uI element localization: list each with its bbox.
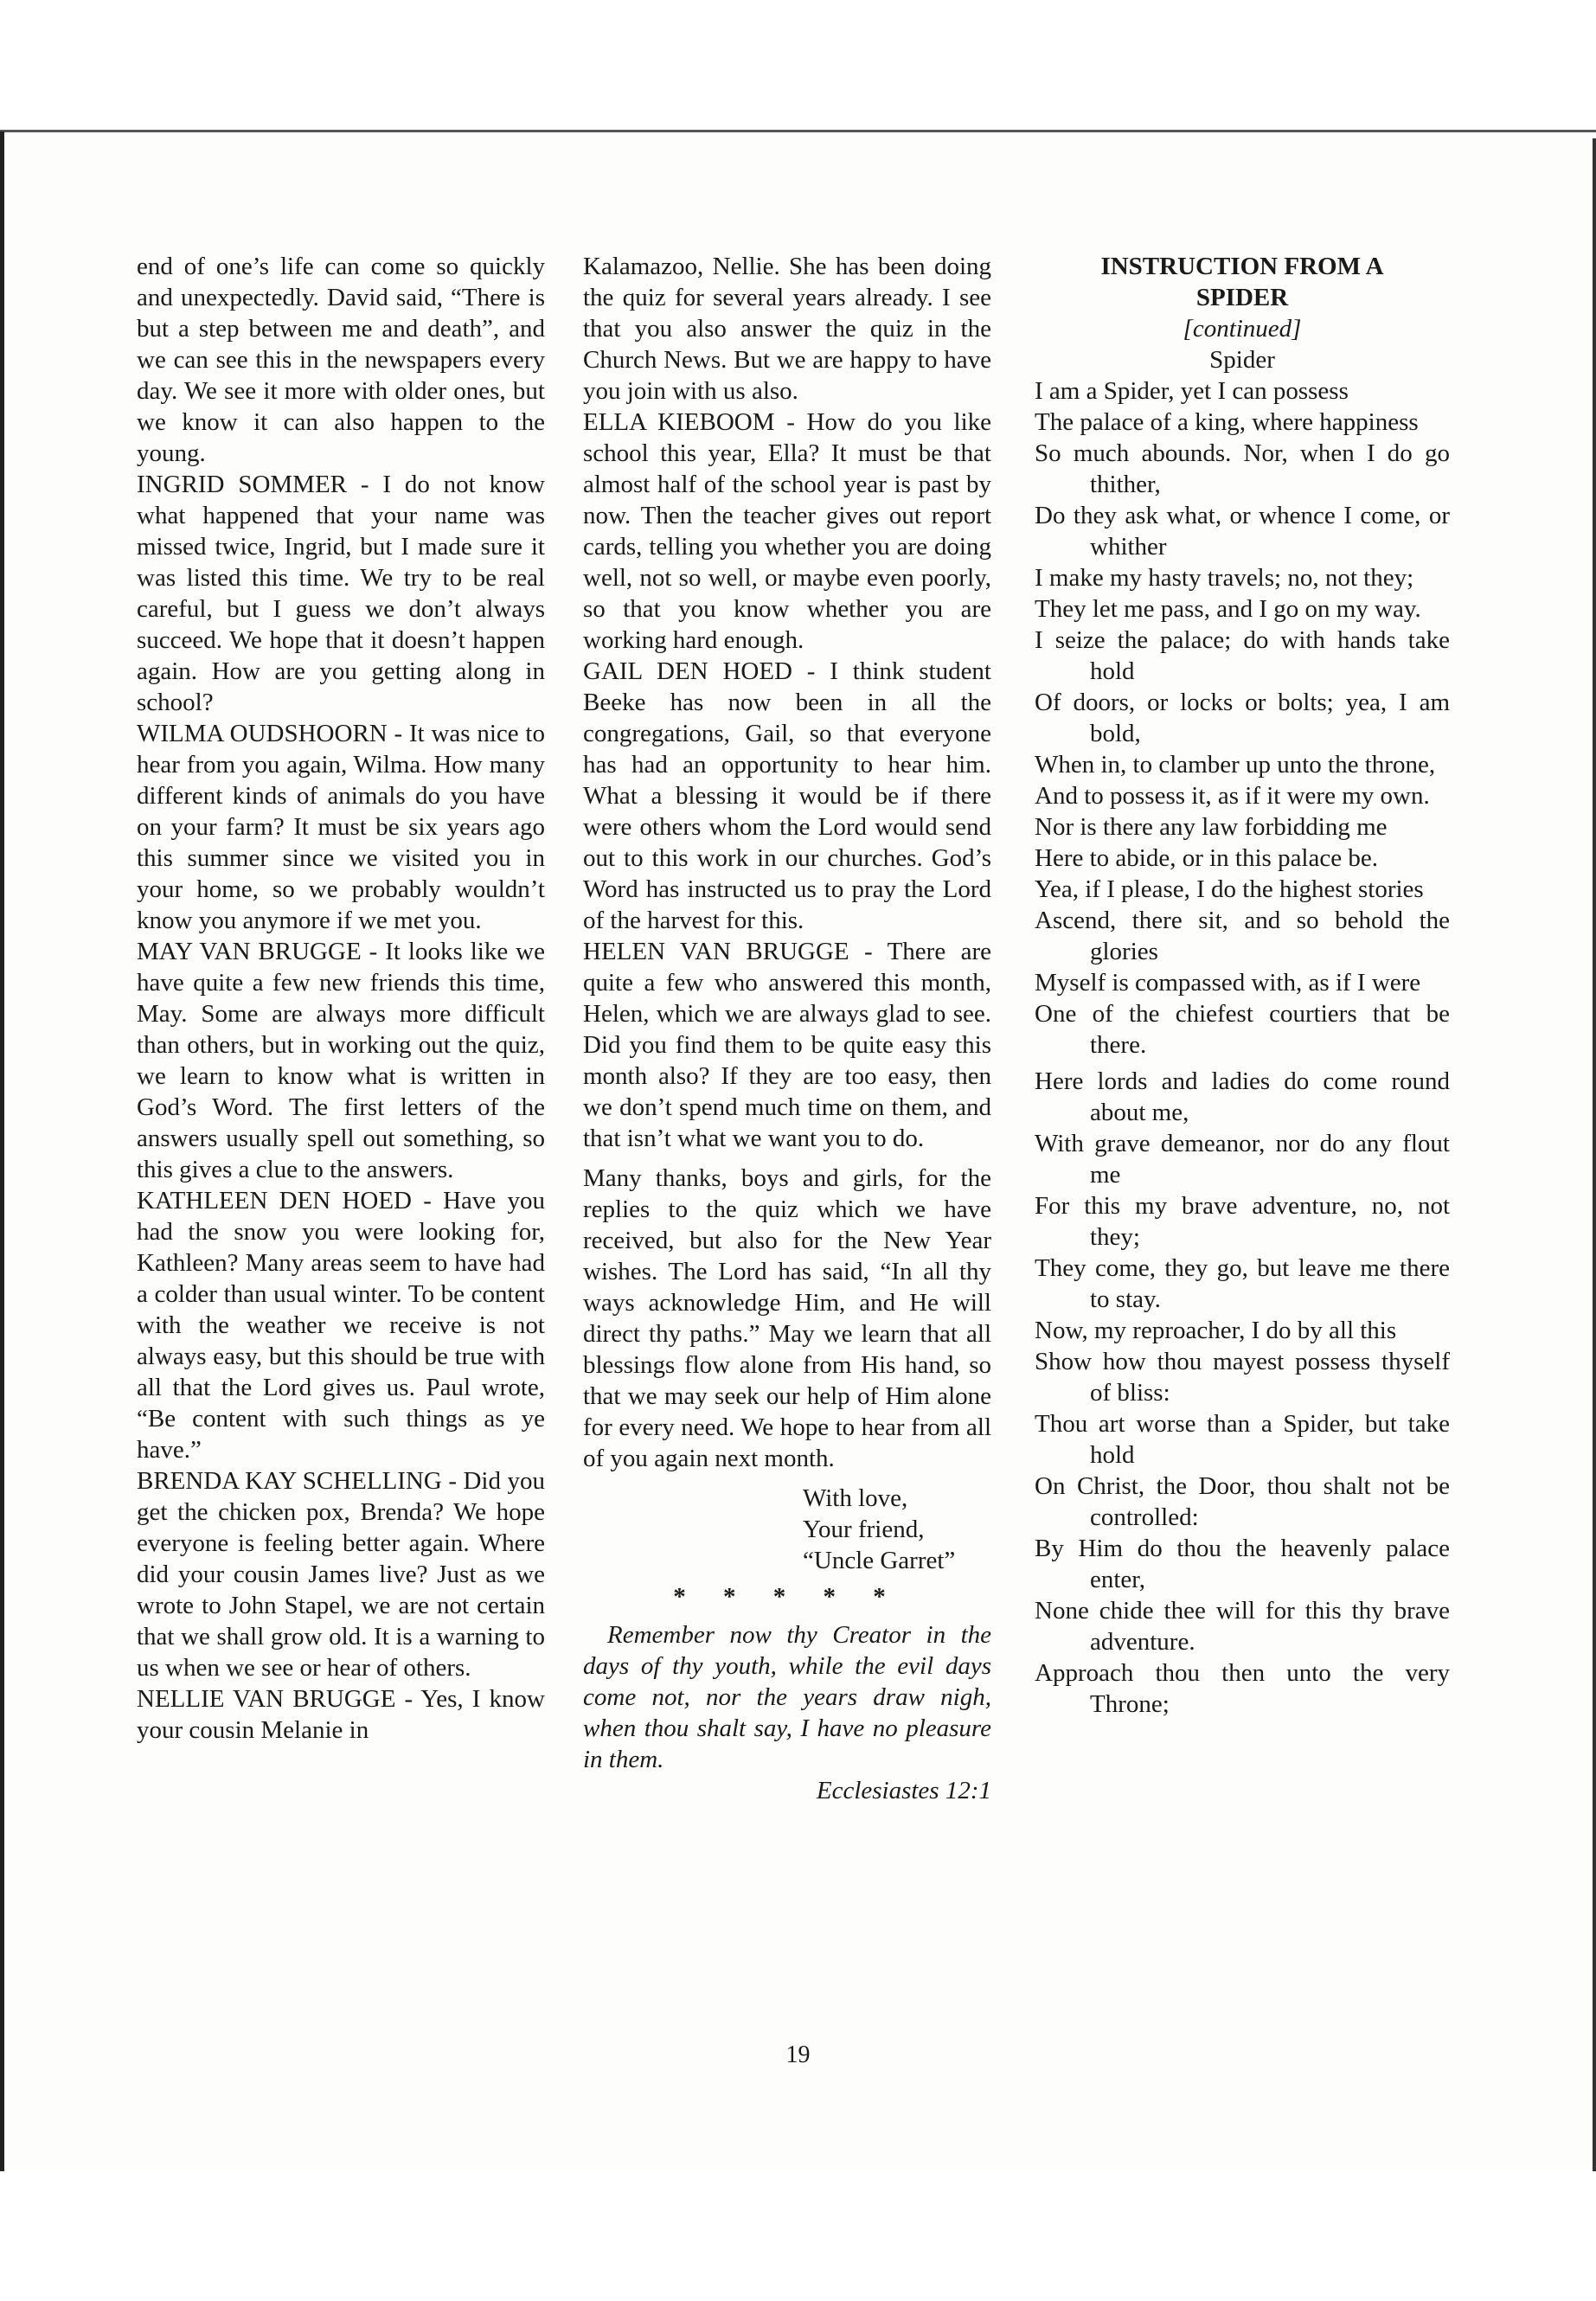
paragraph: INGRID SOMMER - I do not know what happened that your name was missed twice, Ingrid, but I made sure it was listed this time. We try to be real careful, but I guess we don’t always succeed. We hope that it doesn’t happen again. How are you getting along in school? (137, 471, 545, 716)
scripture-verse: Remember now thy Creator in the days of thy youth, while the evil days come not, nor the years draw nigh, when thou shalt say, I have no pleasure in them. (583, 1621, 991, 1773)
signoff-line: “Uncle Garret” (803, 1547, 956, 1574)
poem-line: The palace of a king, where happiness (1035, 408, 1419, 436)
poem-line: They come, they go, but leave me there to stay. (1035, 1254, 1450, 1313)
page-edge-top (0, 130, 1596, 132)
column-2 (583, 251, 991, 1806)
paragraph: Kalamazoo, Nellie. She has been doing the quiz for several years already. I see that you also answer the quiz in the Church News. But we are happy to have you join with us also. (583, 253, 991, 405)
poem-line: Of doors, or locks or bolts; yea, I am bold, (1035, 689, 1450, 747)
column-3 (1035, 251, 1450, 1720)
paragraph: KATHLEEN DEN HOED - Have you had the snow you were looking for, Kathleen? Many areas seem to have had a colder than usual winter. To be content with the weather we receive is not always easy, but this should be true with all that the Lord gives us. Paul wrote, “Be content with such things as ye have.” (137, 1187, 545, 1464)
paragraph: HELEN VAN BRUGGE - There are quite a few who answered this month, Helen, which we are always glad to see. Did you find them to be quite easy this month also? If they are too easy, then we don’t spend much time on them, and that isn’t what we want you to do. (583, 938, 991, 1152)
poem-line: I am a Spider, yet I can possess (1035, 377, 1349, 405)
poem-line: They let me pass, and I go on my way. (1035, 595, 1421, 623)
paragraph: MAY VAN BRUGGE - It looks like we have quite a few new friends this time, May. Some are always more difficult than others, but in working out the quiz, we learn to know what is written in God’s Word. The first letters of the answers usually spell out something, so this gives a clue to the answers. (137, 938, 545, 1183)
poem-line: Show how thou mayest possess thyself of bliss: (1035, 1348, 1450, 1407)
separator-stars: * * * * * (673, 1583, 901, 1611)
poem-line: Approach thou then unto the very Throne; (1035, 1659, 1450, 1718)
closing-paragraph: Many thanks, boys and girls, for the replies to the quiz which we have received, but also for the New Year wishes. The Lord has said, “In all thy ways acknowledge Him, and He will direct thy paths.” May we learn that all blessings flow alone from His hand, so that we may seek our help of Him alone for every need. We hope to hear from all of you again next month. (583, 1164, 991, 1472)
poem-line: Do they ask what, or whence I come, or whither (1035, 502, 1450, 561)
poem-line: Yea, if I please, I do the highest stories (1035, 875, 1424, 903)
poem-line: Thou art worse than a Spider, but take hold (1035, 1410, 1450, 1469)
poem-line: One of the chiefest courtiers that be there. (1035, 1000, 1450, 1059)
column-1 (137, 251, 545, 1746)
page-edge-left (0, 131, 4, 2171)
poem-line: So much abounds. Nor, when I do go thither, (1035, 439, 1450, 498)
poem-line: With grave demeanor, nor do any flout me (1035, 1130, 1450, 1189)
scripture-reference: Ecclesiastes 12:1 (816, 1777, 991, 1804)
poem-line: Nor is there any law forbidding me (1035, 813, 1388, 841)
poem-title-line: SPIDER (1195, 284, 1289, 311)
paragraph: BRENDA KAY SCHELLING - Did you get the chicken pox, Brenda? We hope everyone is feeling better again. Where did your cousin James live? Just as we wrote to John Stapel, we are not certain that we shall grow old. It is a warning to us when we see or hear of others. (137, 1467, 545, 1682)
signoff-line: With love, (803, 1484, 908, 1512)
poem-line: Here lords and ladies do come round about me, (1035, 1067, 1450, 1126)
poem-line: When in, to clamber up unto the throne, (1035, 751, 1436, 779)
poem-line: Ascend, there sit, and so behold the glories (1035, 907, 1450, 965)
poem-line: Now, my reproacher, I do by all this (1035, 1317, 1397, 1344)
poem-line: I make my hasty travels; no, not they; (1035, 564, 1414, 592)
poem-line: And to possess it, as if it were my own. (1035, 782, 1430, 810)
poem-subtitle: Spider (1209, 346, 1275, 374)
signoff (583, 1483, 991, 1576)
signoff-line: Your friend, (803, 1516, 925, 1543)
poem-line: By Him do thou the heavenly palace enter, (1035, 1535, 1450, 1593)
paragraph: NELLIE VAN BRUGGE - Yes, I know your cousin Melanie in (137, 1685, 545, 1744)
paragraph: end of one’s life can come so quickly and unexpectedly. David said, “There is but a step between me and death”, and we can see this in the newspapers every day. We see it more with older ones, but we know it can also happen to the young. (137, 253, 545, 467)
paragraph: WILMA OUDSHOORN - It was nice to hear from you again, Wilma. How many different kinds of animals do you have on your farm? It must be six years ago this summer since we visited you in your home, so we probably wouldn’t know you anymore if we met you. (137, 720, 545, 934)
poem-line: I seize the palace; do with hands take hold (1035, 626, 1450, 685)
poem-line: Here to abide, or in this palace be. (1035, 844, 1378, 872)
paragraph: ELLA KIEBOOM - How do you like school this year, Ella? It must be that almost half of the school year is past by now. Then the teacher gives out report cards, telling you whether you are doing well, not so well, or maybe even poorly, so that you know whether you are working hard enough. (583, 408, 991, 654)
poem-line: On Christ, the Door, thou shalt not be controlled: (1035, 1472, 1450, 1531)
page-edge-right (1593, 138, 1596, 2171)
page-number: 19 (785, 2041, 811, 2068)
poem-line: For this my brave adventure, no, not they; (1035, 1192, 1450, 1251)
paragraph: GAIL DEN HOED - I think student Beeke has now been in all the congregations, Gail, so that everyone has had an opportunity to hear him. What a blessing it would be if there were others whom the Lord would send out to this work in our churches. God’s Word has instructed us to pray the Lord of the harvest for this. (583, 657, 991, 934)
continued-note: [continued] (1183, 315, 1302, 343)
poem-line: None chide thee will for this thy brave adventure. (1035, 1597, 1450, 1656)
poem-title-line: INSTRUCTION FROM A (1100, 253, 1384, 280)
poem-line: Myself is compassed with, as if I were (1035, 969, 1421, 997)
